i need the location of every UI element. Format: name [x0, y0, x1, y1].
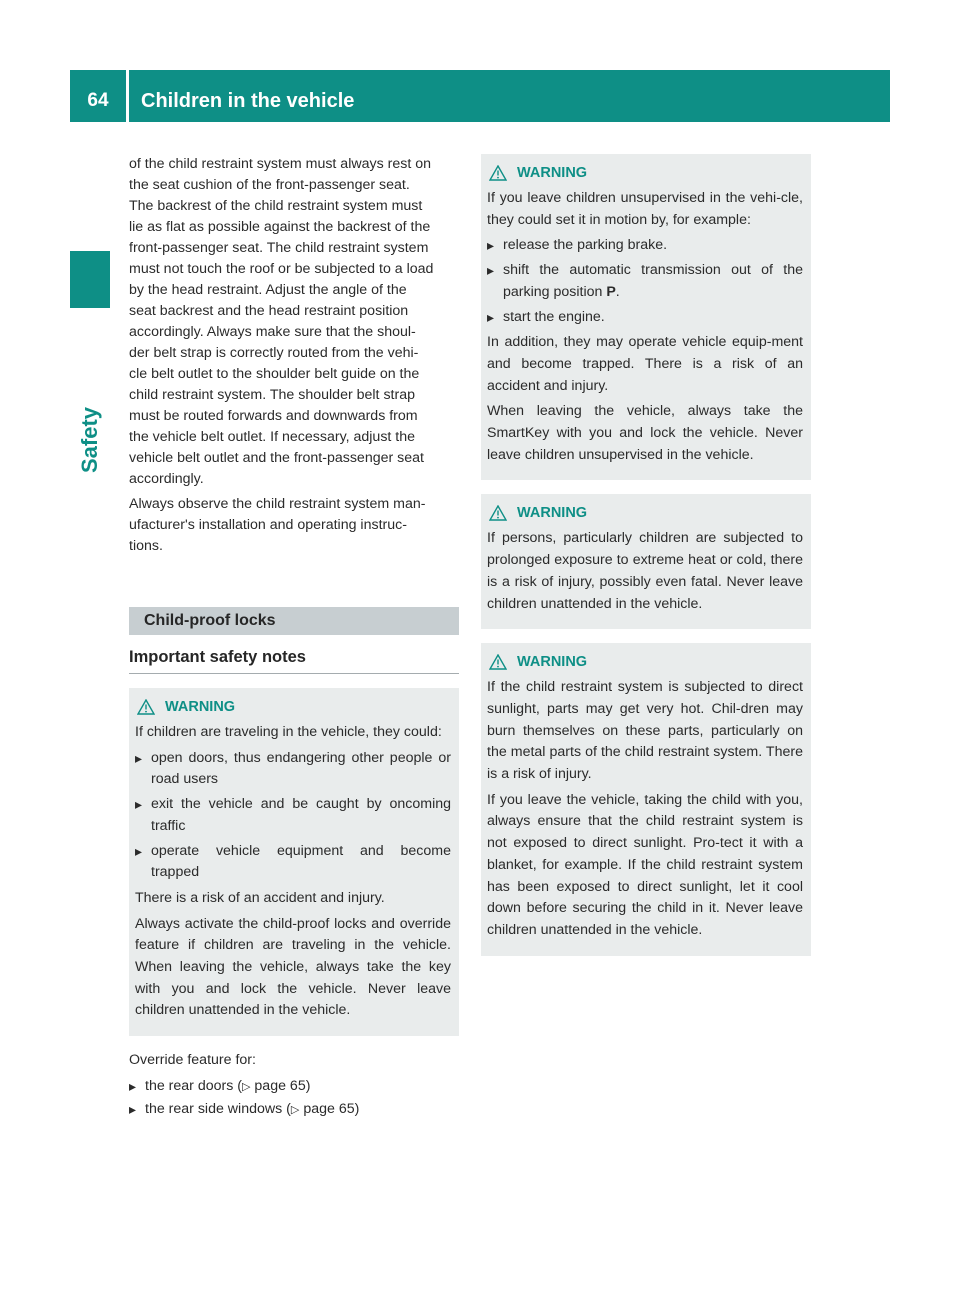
warning-box-heat-cold	[481, 494, 811, 629]
bullet-icon: ▸	[135, 749, 143, 766]
text-line: Always observe the child restraint system man-	[129, 496, 426, 512]
text-line: the vehicle belt outlet. If necessary, adjust the	[129, 429, 416, 445]
warning-triangle-icon	[489, 654, 507, 670]
warning-title: WARNING	[165, 699, 236, 715]
intro-paragraph	[129, 154, 459, 490]
warning-title: WARNING	[517, 165, 588, 181]
warning-header	[487, 502, 803, 524]
header-divider	[126, 70, 129, 122]
text-line: by the head restraint. Adjust the angle of the	[129, 282, 407, 298]
text-line: must not touch the roof or be subjected to a load	[129, 261, 434, 277]
warning-triangle-icon	[137, 699, 155, 715]
warning-box-unsupervised	[481, 154, 811, 480]
warning-text: If the child restraint system is subjected to direct sunlight, parts may get very hot. Chil-dren may burn themselves on these parts, particularly on the metal parts of the child restraint system. There is a risk of injury.	[487, 679, 803, 783]
text-line: front-passenger seat. The child restraint system	[129, 240, 429, 256]
page-reference-link[interactable]: page 65)	[254, 1078, 311, 1095]
warning-intro: If you leave children unsupervised in the vehi-cle, they could set it in motion by, for example:	[487, 190, 803, 228]
bullet-icon: ▸	[487, 308, 495, 325]
section-heading: Child-proof locks	[129, 607, 459, 635]
text-line: der belt strap is correctly routed from the vehi-	[129, 345, 419, 361]
warning-header	[487, 162, 803, 184]
warning-box-sunlight	[481, 643, 811, 955]
bullet-icon: ▸	[135, 842, 143, 859]
bullet-icon: ▸	[487, 262, 495, 279]
chapter-title: Children in the vehicle	[141, 90, 355, 112]
warning-box-child-locks	[129, 688, 459, 1036]
bullet-icon: ▸	[487, 237, 495, 254]
text-line: accordingly. Always make sure that the shoul-	[129, 324, 416, 340]
header-bar	[70, 70, 890, 122]
warning-text: If persons, particularly children are subjected to prolonged exposure to extreme heat or cold, there is a risk of injury, possibly even fatal. Never leave children unattended in the vehicle.	[487, 530, 803, 612]
warning-risk: In addition, they may operate vehicle equip-ment and become trapped. There is a risk of an accident and injury.	[487, 334, 803, 394]
warning-advice: Always activate the child-proof locks and override feature if children are traveling in the vehicle. When leaving the vehicle, always take the key with you and lock the vehicle. Never leave children unattended in the vehicle.	[135, 915, 451, 1019]
bullet-icon: ▸	[129, 1078, 137, 1095]
warning-header	[487, 651, 803, 673]
section-tab-marker	[70, 251, 110, 308]
override-list	[129, 1075, 459, 1121]
text-line: ufacturer's installation and operating instruc-	[129, 517, 407, 533]
list-item: ▸ the rear doors (▷ page 65)	[129, 1075, 459, 1098]
list-item: ▸ exit the vehicle and be caught by oncoming traffic	[135, 796, 451, 834]
gear-position-label: P	[606, 283, 616, 300]
override-intro: Override feature for:	[129, 1052, 256, 1069]
warning-list	[135, 748, 451, 884]
list-item: ▸ shift the automatic transmission out of the parking position P.	[487, 262, 803, 300]
left-column	[129, 154, 459, 1121]
text-line: the seat cushion of the front-passenger seat.	[129, 177, 410, 193]
page-reference-link[interactable]: page 65)	[303, 1101, 360, 1118]
sub-heading: Important safety notes	[129, 645, 459, 674]
bullet-icon: ▸	[129, 1101, 137, 1118]
warning-triangle-icon	[489, 505, 507, 521]
text-line: The backrest of the child restraint system must	[129, 198, 423, 214]
list-item: ▸ open doors, thus endangering other people or road users	[135, 749, 451, 788]
manufacturer-instructions-paragraph	[129, 494, 459, 557]
bullet-icon: ▸	[135, 796, 143, 813]
text-line: of the child restraint system must always rest on	[129, 156, 431, 172]
warning-title: WARNING	[517, 654, 588, 671]
text-line: tions.	[129, 538, 163, 554]
right-column	[481, 154, 811, 956]
warning-header	[135, 696, 451, 718]
text-line: vehicle belt outlet and the front-passenger seat	[129, 450, 424, 466]
warning-list	[487, 235, 803, 328]
warning-intro: If children are traveling in the vehicle, they could:	[135, 724, 442, 740]
warning-risk: There is a risk of an accident and injury.	[135, 889, 385, 906]
list-item: ▸ operate vehicle equipment and become trapped	[135, 842, 451, 881]
list-item: ▸ release the parking brake.	[487, 235, 803, 257]
text-line: cle belt outlet to the shoulder belt guide on the	[129, 366, 420, 382]
list-item: ▸ the rear side windows (▷ page 65)	[129, 1098, 459, 1121]
page-ref-arrow-icon: ▷	[242, 1081, 251, 1094]
text-line: accordingly.	[129, 471, 204, 487]
list-item: ▸ start the engine.	[487, 307, 803, 329]
text-line: seat backrest and the head restraint position	[129, 303, 409, 319]
page-number: 64	[87, 90, 109, 111]
text-line: child restraint system. The shoulder belt strap	[129, 387, 415, 403]
warning-advice: If you leave the vehicle, taking the child with you, always ensure that the child restraint system is not exposed to direct sunlight. Pro-tect it with a blanket, for example. If the child restraint system has been exposed to direct sunlight, let it cool down before securing the child in it. Never leave children unattended in the vehicle.	[487, 791, 803, 938]
text-line: lie as flat as possible against the backrest of the	[129, 219, 431, 235]
warning-title: WARNING	[517, 505, 588, 522]
warning-triangle-icon	[489, 165, 507, 181]
section-side-label: Safety	[77, 406, 102, 474]
page-ref-arrow-icon: ▷	[290, 1104, 300, 1117]
warning-advice: When leaving the vehicle, always take the SmartKey with you and lock the vehicle. Never leave children unsupervised in the vehicle.	[487, 403, 803, 463]
text-line: must be routed forwards and downwards from	[129, 408, 418, 424]
